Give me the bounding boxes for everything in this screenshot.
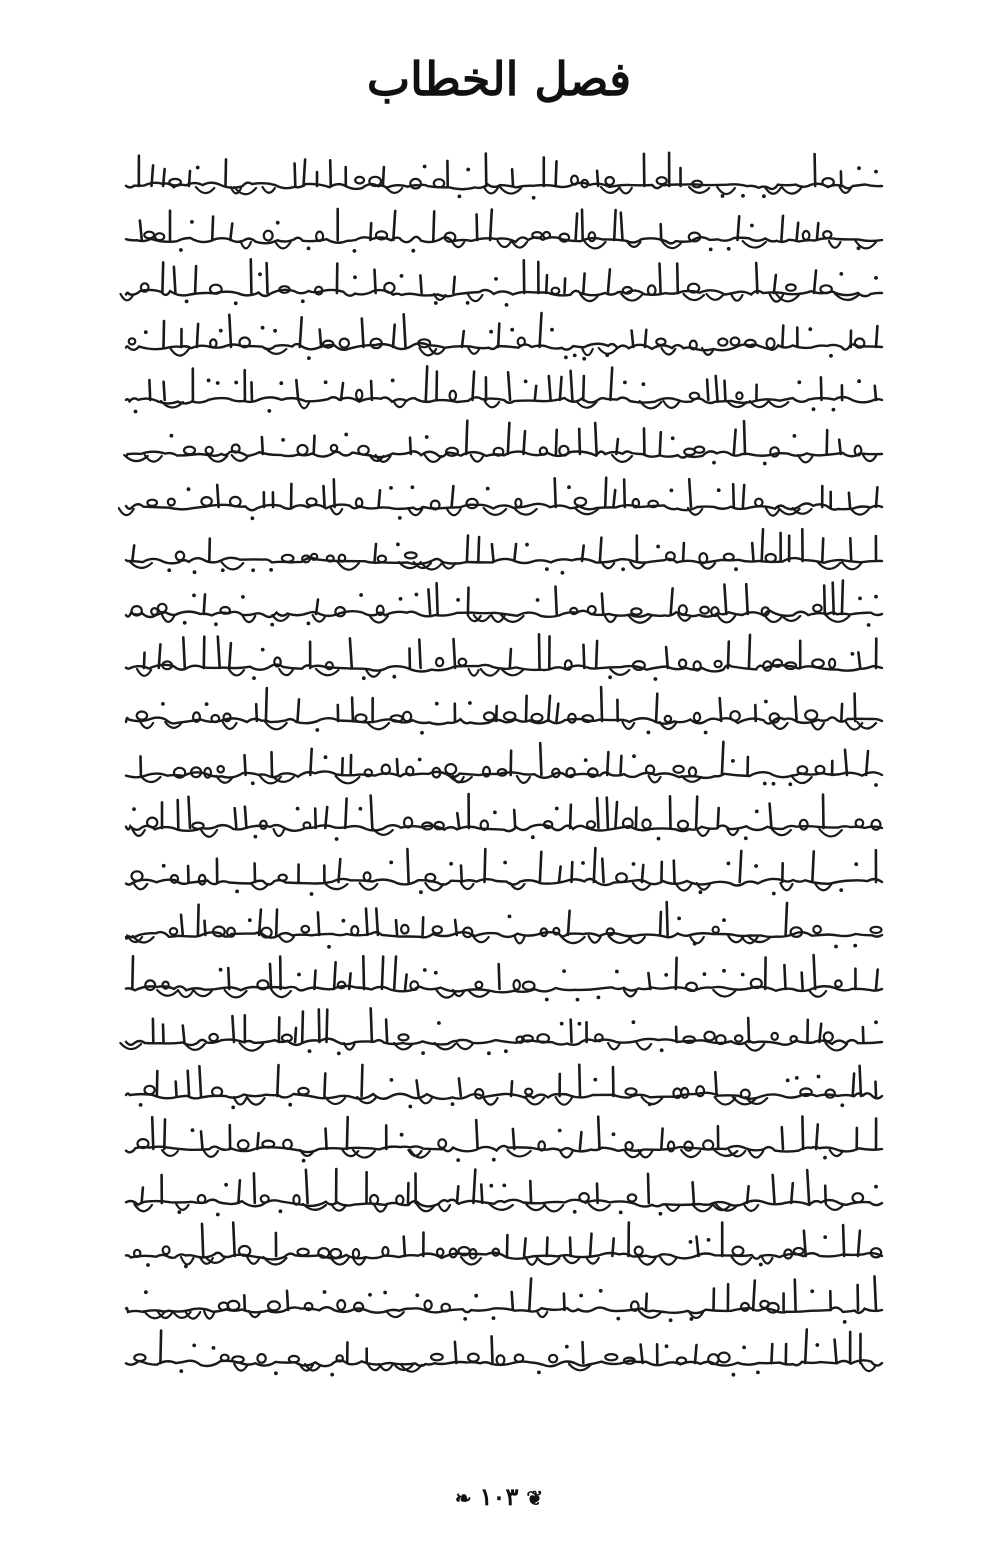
- page-title: فصل الخطاب: [366, 52, 632, 106]
- manuscript-line: [118, 685, 886, 741]
- manuscript-line: [118, 525, 886, 581]
- manuscript-line: [118, 1006, 886, 1062]
- manuscript-line: [118, 899, 886, 955]
- manuscript-line: [118, 1220, 886, 1276]
- handwriting-strokes: [118, 1274, 886, 1330]
- page-number-footer: [0, 1482, 998, 1511]
- handwriting-strokes: [118, 792, 886, 848]
- handwriting-strokes: [118, 525, 886, 581]
- manuscript-body: [118, 150, 886, 1380]
- right-ornament-icon: ❧: [454, 1486, 472, 1510]
- left-ornament-icon: ❦: [526, 1486, 544, 1510]
- manuscript-line: [118, 953, 886, 1009]
- handwriting-strokes: [118, 1327, 886, 1383]
- handwriting-strokes: [118, 899, 886, 955]
- handwriting-strokes: [118, 204, 886, 260]
- handwriting-strokes: [118, 471, 886, 527]
- manuscript-line: [118, 257, 886, 313]
- manuscript-line: [118, 1327, 886, 1383]
- handwriting-strokes: [118, 632, 886, 688]
- handwriting-strokes: [118, 257, 886, 313]
- handwriting-strokes: [118, 364, 886, 420]
- manuscript-line: [118, 1060, 886, 1116]
- manuscript-line: [118, 739, 886, 795]
- manuscript-line: [118, 632, 886, 688]
- handwriting-strokes: [118, 150, 886, 206]
- handwriting-strokes: [118, 953, 886, 1009]
- handwriting-strokes: [118, 1113, 886, 1169]
- handwriting-strokes: [118, 418, 886, 474]
- manuscript-line: [118, 578, 886, 634]
- page-number: ١٠٣: [479, 1482, 519, 1511]
- manuscript-line: [118, 792, 886, 848]
- manuscript-line: [118, 1113, 886, 1169]
- handwriting-strokes: [118, 311, 886, 367]
- manuscript-line: [118, 471, 886, 527]
- handwriting-strokes: [118, 1167, 886, 1223]
- manuscript-line: [118, 150, 886, 206]
- manuscript-line: [118, 364, 886, 420]
- handwriting-strokes: [118, 739, 886, 795]
- manuscript-line: [118, 311, 886, 367]
- handwriting-strokes: [118, 1060, 886, 1116]
- handwriting-strokes: [118, 685, 886, 741]
- handwriting-strokes: [118, 578, 886, 634]
- handwriting-strokes: [118, 846, 886, 902]
- manuscript-line: [118, 1167, 886, 1223]
- manuscript-line: [118, 418, 886, 474]
- handwriting-strokes: [118, 1006, 886, 1062]
- manuscript-line: [118, 204, 886, 260]
- manuscript-line: [118, 1274, 886, 1330]
- manuscript-line: [118, 846, 886, 902]
- handwriting-strokes: [118, 1220, 886, 1276]
